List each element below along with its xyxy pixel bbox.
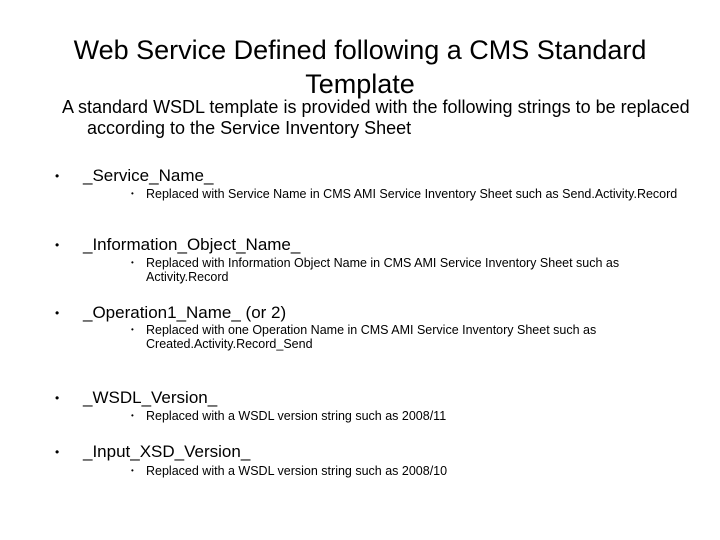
sub-bullet-icon: • xyxy=(131,189,134,198)
item-label: _Input_XSD_Version_ xyxy=(83,442,251,461)
sub-item-label: Replaced with a WSDL version string such as 2008/11 xyxy=(146,409,447,423)
bullet-icon: • xyxy=(55,169,60,183)
item-label: _Information_Object_Name_ xyxy=(83,235,301,254)
slide-title: Web Service Defined following a CMS Standard Template xyxy=(73,35,647,99)
sub-item-label: Replaced with a WSDL version string such as 2008/10 xyxy=(146,464,448,478)
bullet-icon: • xyxy=(55,306,60,320)
sub-item-label: Replaced with Service Name in CMS AMI Service Inventory Sheet such as Send.Activity.Record xyxy=(146,187,678,201)
sub-bullet-icon: • xyxy=(131,411,134,420)
item-label: _Operation1_Name_ (or 2) xyxy=(83,303,287,322)
bullet-icon: • xyxy=(55,391,60,405)
sub-bullet-icon: • xyxy=(131,466,134,475)
bullet-icon: • xyxy=(55,445,60,459)
sub-item-label: Replaced with Information Object Name in CMS AMI Service Inventory Sheet such as Activity.Record xyxy=(146,256,620,284)
intro-text: A standard WSDL template is provided with the following strings to be replaced according to the Service Inventory Sheet xyxy=(62,97,690,138)
item-label: _Service_Name_ xyxy=(83,166,214,185)
bullet-icon: • xyxy=(55,238,60,252)
sub-item-label: Replaced with one Operation Name in CMS AMI Service Inventory Sheet such as Created.Activity.Record_Send xyxy=(146,323,597,351)
sub-bullet-icon: • xyxy=(131,325,134,334)
sub-bullet-icon: • xyxy=(131,258,134,267)
item-label: _WSDL_Version_ xyxy=(83,388,218,407)
